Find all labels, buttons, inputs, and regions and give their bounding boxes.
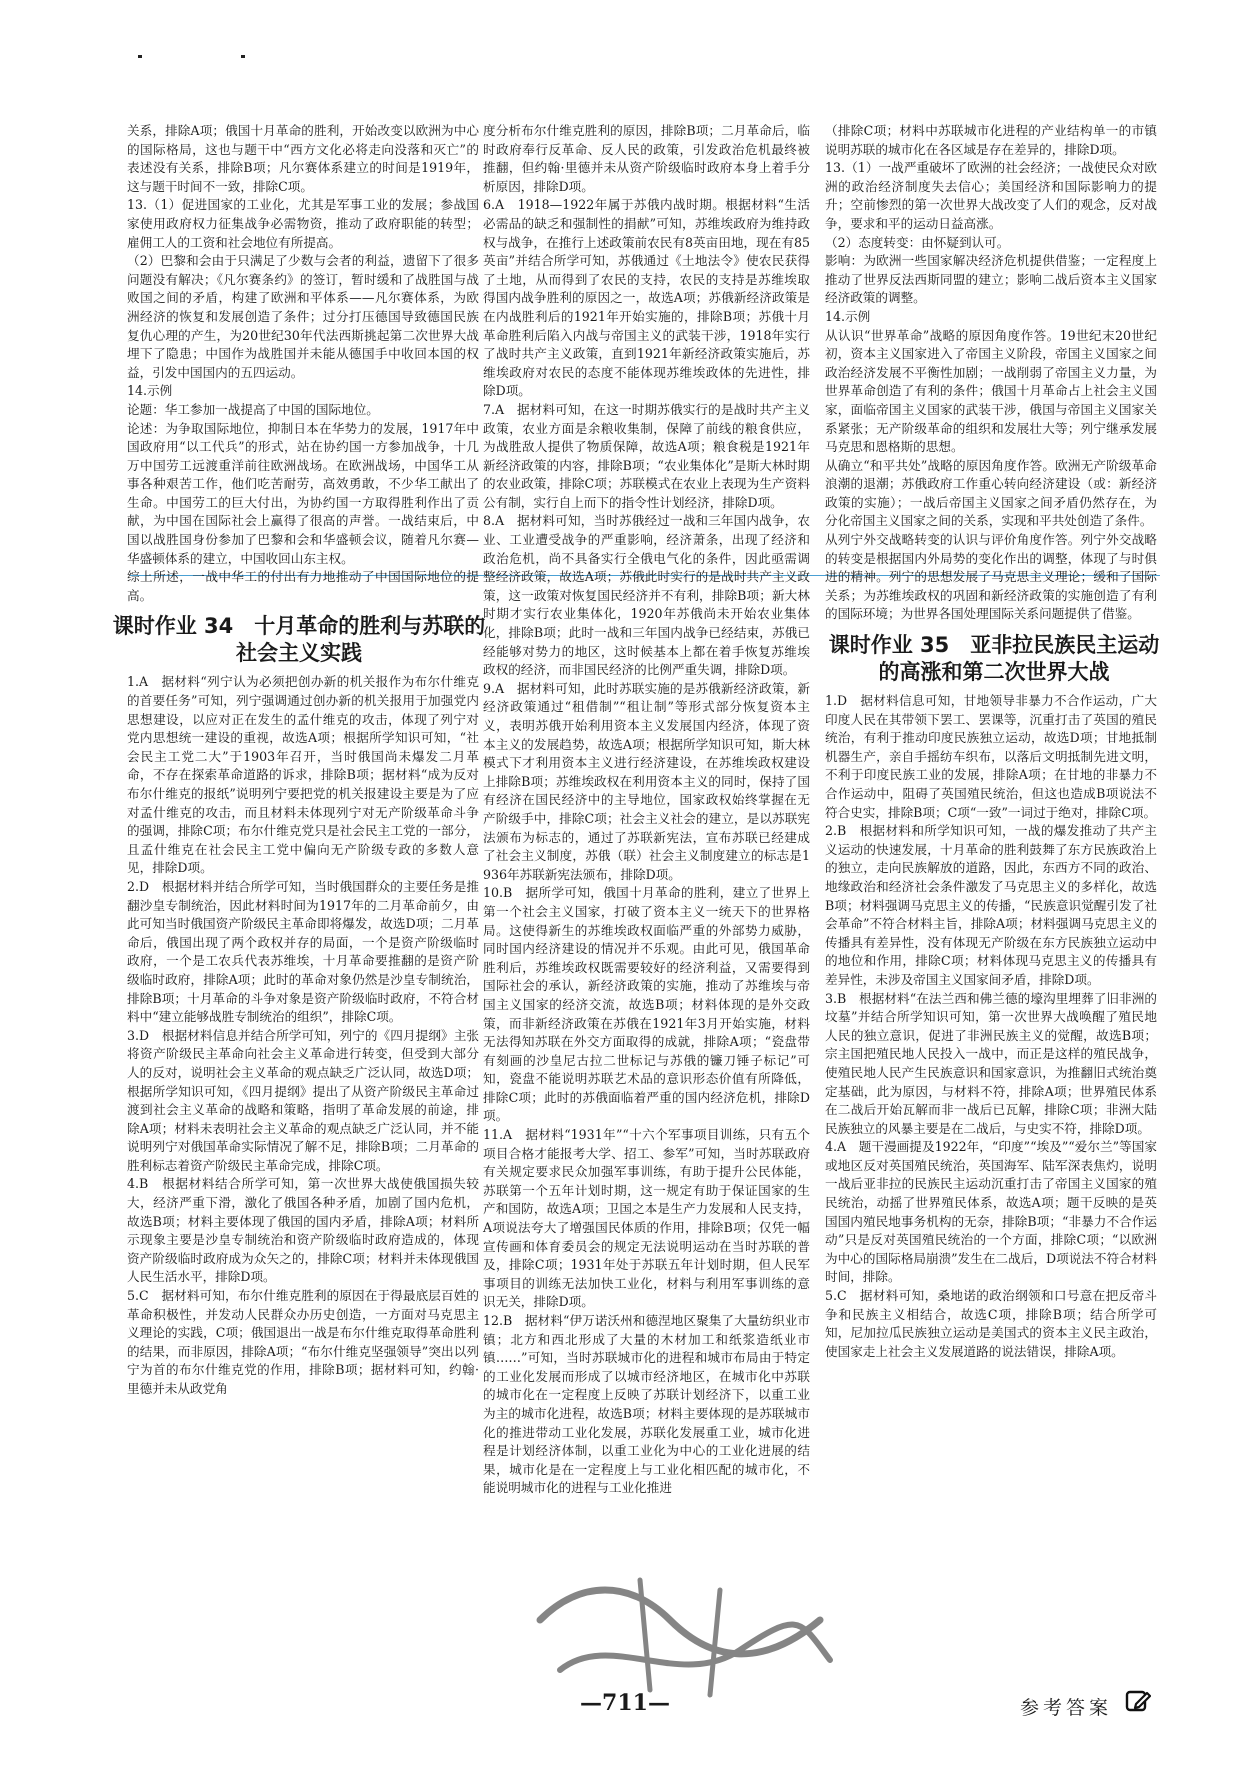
answer-paragraph: 7.A 据材料可知，在这一时期苏俄实行的是战时共产主义政策，农业方面是余粮收集制，保障了前线的粮食供应，为战胜敌人提供了物质保障，故选A项；粮食税是1921年新经济政策的内容，排除B项；“农业集体化”是斯大林时期的农业政策，排除C项；苏联模式在农业上表现为生产资料公有制，实行自上而下的指令性计划经济，排除D项。: [483, 401, 810, 510]
answer-paragraph: 5.C 据材料可知，桑地诺的政治纲领和口号意在把反帝斗争和民族主义相结合，故选C项，排除B项；结合所学可知，尼加拉瓜民族独立运动是美国式的资本主义民主政治，使国家走上社会主义发展道路的说法错误，排除A项。: [825, 1288, 1157, 1359]
answer-paragraph: 2.B 根据材料和所学知识可知，一战的爆发推动了共产主义运动的快速发展，十月革命的胜利鼓舞了东方民族政治上的独立，走向民族解放的道路，因此，东西方不同的政治、地缘政治和经济社会条件激发了马克思主义的多样化，故选B项；材料强调马克思主义的传播，“民族意识觉醒引发了社会革命”不符合材料主旨，排除A项；材料强调马克思主义的传播具有差异性，没有体现无产阶级在东方民族独立运动中的地位和作用，排除C项；材料体现马克思主义的传播具有差异性，未涉及帝国主义国家间矛盾，排除D项。: [825, 823, 1157, 987]
section-heading-35: 课时作业 35 亚非拉民族民主运动的高涨和第二次世界大战: [828, 633, 1160, 685]
answer-paragraph: 从列宁外交战略转变的认识与评价角度作答。列宁外交战略的转变是根据国内外局势的变化作出的调整，体现了与时俱进的精神。列宁的思想发展了马克思主义理论；缓和了国际关系；为苏维埃政权的巩固和新经济政策的实施创造了有利的国际环境；为世界各国处理国际关系问题提供了借鉴。: [825, 532, 1157, 622]
pen-icon: [1125, 1688, 1151, 1714]
scan-mark: [138, 55, 142, 58]
scan-mark: [241, 55, 245, 58]
answer-paragraph: 6.A 1918—1922年属于苏俄内战时期。根据材料“生活必需品的缺乏和强制性的捐献”可知，苏维埃政府为维持政权与战争，在推行上述政策前农民有8英亩田地，现在有85英亩”并结合所学可知，苏俄通过《土地法令》使农民获得了土地，从而得到了农民的支持，农民的支持是苏维埃取得国内战争胜利的原因之一，故选A项；苏俄新经济政策是在内战胜利后的1921年开始实施的，排除B项；苏俄十月革命胜利后陷入内战与帝国主义的武装干涉，1918年实行了战时共产主义政策，直到1921年新经济政策实施后，苏维埃政府对农民的态度不能体现苏维埃政体的先进性，排除D项。: [483, 197, 810, 399]
page-number: —711—: [580, 1690, 670, 1716]
answer-paragraph: 关系，排除A项；俄国十月革命的胜利，开始改变以欧洲为中心的国际格局，这也与题干中“西方文化必将走向没落和灭亡”的表述没有关系，排除B项；凡尔赛体系建立的时间是1919年，这与题干时间不一致，排除C项。: [127, 123, 479, 194]
answer-paragraph: 3.B 根据材料“在法兰西和佛兰德的壕沟里埋葬了旧非洲的坟墓”并结合所学知识可知，第一次世界大战唤醒了殖民地人民的独立意识，促进了非洲民族主义的觉醒，故选B项；宗主国把殖民地人民投入一战中，而正是这样的殖民战争，使殖民地人民产生民族意识和国家意识，为推翻旧式统治奠定基础，此为原因，与材料不符，排除A项；世界殖民体系在二战后开始瓦解而非一战后已瓦解，排除C项；非洲大陆民族独立的风暴主要是在二战后，与史实不符，排除D项。: [825, 990, 1157, 1136]
answer-paragraph: 论题：华工参加一战提高了中国的国际地位。: [127, 401, 379, 417]
answer-paragraph: （排除C项；材料中苏联城市化进程的产业结构单一的市镇说明苏联的城市化在各区域是存在差异的，排除D项。: [825, 123, 1157, 157]
answer-paragraph: 5.C 据材料可知，布尔什维克胜利的原因在于得最底层百姓的革命积极性，并发动人民群众办历史创造，一方面对马克思主义理论的实践，C项；俄国退出一战是布尔什维克取得革命胜利的结果，而非原因，排除A项；“布尔什维克坚强领导”突出以列宁为首的布尔什维克党的作用，排除B项；据材料可知，约翰·里德并未从政党角: [127, 1288, 479, 1396]
footer-label: 参考答案: [1020, 1697, 1113, 1719]
answer-paragraph: 8.A 据材料可知，当时苏俄经过一战和三年国内战争，农业、工业遭受战争的严重影响，经济萧条，出现了经济和政治危机，尚不具备实行全俄电气化的条件，因此亟需调整经济政策，故选A项；苏俄此时实行的是战时共产主义政策，这一政策对恢复国民经济并不有利，排除B项；新大林时期才实行农业集体化，1920年苏俄尚未开始农业集体化，排除B项；此时一战和三年国内战争已经结束，苏俄已经能够对势力的地区，这时候基本上都在着手恢复苏维埃政权的经济，而非国民经济的比例严重失调，排除D项。: [483, 513, 810, 678]
answer-paragraph: （2）态度转变：由怀疑到认可。: [825, 234, 1010, 250]
answer-paragraph: 11.A 据材料“1931年”“十六个军事项目训练，只有五个项目合格才能报考大学、招工、参军”可知，当时苏联政府有关规定要求民众加强军事训练，有助于提升公民体能，苏联第一个五年计划时期，这一规定有助于保证国家的生产和国防，故选A项；卫国之本是生产力发展和人民支持，A项说法夸大了增强国民体质的作用，排除B项；仅凭一幅宣传画和体育委员会的规定无法说明运动在当时苏联的普及，排除C项；1931年处于苏联五年计划时期，但人民军事项目的训练无法加快工业化，材料与利用军事训练的意识无关，排除D项。: [483, 1127, 810, 1310]
answer-paragraph: 影响：为欧洲一些国家解决经济危机提供借鉴；一定程度上推动了世界反法西斯同盟的建立；影响二战后资本主义国家经济政策的调整。: [825, 253, 1157, 306]
answer-paragraph: 14.示例: [127, 383, 173, 399]
answer-paragraph: 4.B 根据材料结合所学可知，第一次世界大战使俄国损失较大，经济严重下滑，激化了俄国各种矛盾，加剧了国内危机，故选B项；材料主要体现了俄国的国内矛盾，排除A项；材料所示现象主要是沙皇专制统治和资产阶级临时政府造成的，体现资产阶级临时政府成为众矢之的，排除C项；材料并未体现俄国人民生活水平，排除D项。: [127, 1176, 479, 1285]
answer-paragraph: 2.D 根据材料并结合所学可知，当时俄国群众的主要任务是推翻沙皇专制统治，因此材料时间为1917年的二月革命前夕，由此可知当时俄国资产阶级民主革命即将爆发，故选D项；二月革命后，俄国出现了两个政权并存的局面，一个是资产阶级临时政府，一个是工农兵代表苏维埃，十月革命要推翻的是资产阶级临时政府，排除A项；此时的革命对象仍然是沙皇专制统治，排除B项；十月革命的斗争对象是资产阶级临时政府，不符合材料中“建立能够战胜专制统治的组织”，排除C项。: [127, 878, 479, 1025]
answer-paragraph: 从认识“世界革命”战略的原因角度作答。19世纪末20世纪初，资本主义国家进入了帝国主义阶段，帝国主义国家之间政治经济发展不平衡性加剧；一战削弱了帝国主义力量，为世界革命创造了有利的条件；俄国十月革命占上社会主义国家，面临帝国主义国家的武装干涉，俄国与帝国主义国家关系紧张；无产阶级革命的组织和发展壮大等；列宁继承发展马克思和恩格斯的思想。: [825, 327, 1157, 455]
answer-paragraph: 12.B 据材料“伊万诺沃州和德涅地区聚集了大量纺织业市镇；北方和西北形成了大量的木材加工和纸浆造纸业市镇……”可知，当时苏联城市化的进程和城市布局由于特定的工业化发展而形成了以城市经济地区，在城市化中苏联的城市化在一定程度上反映了苏联计划经济下，以重工业为主的城市化进程，故选B项；材料主要体现的是苏联城市化的推进带动工业化发展，苏联化发展重工业，城市化进程是计划经济体制，以重工业化为中心的工业化进展的结果，城市化是在一定程度上与工业化相匹配的城市化，不能说明城市化的进程与工业化推进: [483, 1313, 810, 1496]
answer-paragraph: 1.D 据材料信息可知，甘地领导非暴力不合作运动，广大印度人民在其带领下罢工、罢课等，沉重打击了英国的殖民统治，有利于推动印度民族独立运动，故选D项；甘地抵制机器生产，亲自手摇纺车织布，以落后文明抵制先进文明，不利于印度民族工业的发展，排除A项；在甘地的非暴力不合作运动中，阻碍了英国殖民统治，但这也造成B项说法不符合史实，排除B项；C项“一致”一词过于绝对，排除C项。: [825, 693, 1157, 820]
column-left: [112, 122, 486, 1399]
answer-paragraph: 14.示例: [825, 308, 871, 324]
column-right: [825, 122, 1160, 1361]
answer-paragraph: 度分析布尔什维克胜利的原因，排除B项；二月革命后，临时政府奉行反革命、反人民的政策，引发政治危机最终被推翻，但约翰·里德并未从资产阶级临时政府本身上着手分析原因，排除D项。: [483, 123, 810, 194]
answer-paragraph: 论述：为争取国际地位，抑制日本在华势力的发展，1917年中国政府用“以工代兵”的形式，站在协约国一方参加战争，十几万中国劳工远渡重洋前往欧洲战场。在欧洲战场，中国华工从事各种艰苦工作，他们吃苦耐劳，高效勇敢，不少华工献出了生命。中国劳工的巨大付出，为协约国一方取得胜利作出了贡献，为中国在国际社会上赢得了很高的声誉。一战结束后，中国以战胜国身份参加了巴黎和会和华盛顿会议，随着凡尔赛—华盛顿体系的建立，中国收回山东主权。: [127, 420, 479, 566]
section-heading-34: 课时作业 34 十月革命的胜利与苏联的社会主义实践: [112, 614, 486, 666]
answer-paragraph: 综上所述，一战中华工的付出有力地推动了中国国际地位的提高。: [127, 569, 479, 603]
answer-paragraph: （2）巴黎和会由于只满足了少数与会者的利益，遗留下了很多问题没有解决；《凡尔赛条约》的签订，暂时缓和了战胜国与战败国之间的矛盾，构建了欧洲和平体系——凡尔赛体系，为欧洲经济的恢复和发展创造了条件；过分打压德国导致德国民族复仇心理的产生，为20世纪30年代法西斯挑起第二次世界大战埋下了隐患；中国作为战胜国并未能从德国手中收回本国的权益，引发中国国内的五四运动。: [127, 253, 479, 380]
answer-paragraph: 10.B 据所学可知，俄国十月革命的胜利，建立了世界上第一个社会主义国家，打破了资本主义一统天下的世界格局。这使得新生的苏维埃政权面临严重的外部势力威胁，同时国内经济建设的情况并不乐观。由此可见，俄国革命胜利后，苏维埃政权既需要较好的经济利益，又需要得到国际社会的承认，新经济政策的实施，推动了苏维埃与帝国主义国家的经济交流，故选B项；材料体现的是外交政策，而非新经济政策在苏俄在1921年3月开始实施，材料无法得知苏联在外交方面取得的成就，排除A项；“瓷盘带有刻画的沙皇尼古拉二世标记与苏俄的镰刀锤子标记”可知，瓷盘不能说明苏联艺术品的意识形态价值有所降低，排除C项；此时的苏俄面临着严重的国内经济危机，排除D项。: [483, 885, 810, 1124]
answer-paragraph: 从确立“和平共处”战略的原因角度作答。欧洲无产阶级革命浪潮的退潮；苏俄政府工作重心转向经济建设（或：新经济政策的实施）；一战后帝国主义国家之间矛盾仍然存在，为分化帝国主义国家之间的关系，实现和平共处创造了条件。: [825, 457, 1157, 529]
watermark-stamp: [520, 1560, 850, 1710]
answer-paragraph: 1.A 据材料“列宁认为必须把创办新的机关报作为布尔什维克的首要任务”可知，列宁强调通过创办新的机关报用于加强党内思想建设，以应对正在发生的孟什维克的攻击，体现了列宁对党内思想统一建设的重视，故选A项；根据所学知识可知，“社会民主工党二大”于1903年召开，当时俄国尚未爆发二月革命，不存在探索革命道路的诉求，排除B项；据材料“成为反对布尔什维克的报纸”说明列宁要把党的机关报建设主要是为了应对孟什维克的攻击，而且材料未体现列宁对无产阶级革命斗争的强调，排除C项；布尔什维克党只是社会民主工党的一部分，且孟什维克在社会民主工党中偏向无产阶级专政的多数人意见，排除D项。: [127, 674, 479, 876]
answer-paragraph: 9.A 据材料可知，此时苏联实施的是苏俄新经济政策，新经济政策通过“租借制”“租让制”等形式部分恢复资本主义，表明苏俄开始利用资本主义发展国内经济，体现了资本主义的发展趋势，故选A项；根据所学知识可知，斯大林模式下才利用资本主义进行经济建设，在苏维埃政权建设上排除B项；苏维埃政权在利用资本主义的同时，保持了国有经济在国民经济中的主导地位，国家政权始终掌握在无产阶级手中，排除C项；社会主义社会的建立，是以苏联宪法颁布为标志的，通过了苏联新宪法，宣布苏联已经建成了社会主义制度，苏俄（联）社会主义制度建立的标志是1936年苏联新宪法颁布，排除D项。: [483, 680, 810, 882]
answer-paragraph: 13.（1）一战严重破坏了欧洲的社会经济；一战使民众对欧洲的政治经济制度失去信心；美国经济和国际影响力的提升；空前惨烈的第一次世界大战改变了人们的观念，反对战争，要求和平的运动日益高涨。: [825, 160, 1157, 231]
column-middle: [483, 122, 810, 1498]
answer-paragraph: 4.A 题干漫画提及1922年，“印度”“埃及”“爱尔兰”等国家或地区反对英国殖民统治，英国海军、陆军深表焦灼，说明一战后亚非拉的民族民主运动沉重打击了帝国主义国家的殖民统治，动摇了世界殖民体系，故选A项；题干反映的是英国国内殖民地事务机构的无奈，排除B项；“非暴力不合作运动”只是反对英国殖民统治的一个方面，排除C项；“以欧洲为中心的国际格局崩溃”发生在二战后，D项说法不符合材料时间，排除。: [825, 1139, 1157, 1285]
answer-paragraph: 13.（1）促进国家的工业化，尤其是军事工业的发展；参战国家使用政府权力征集战争必需物资，推动了政府职能的转型；雇佣工人的工资和社会地位有所提高。: [127, 197, 479, 250]
answer-paragraph: 3.D 根据材料信息并结合所学可知，列宁的《四月提纲》主张将资产阶级民主革命向社会主义革命进行转变，但受到大部分人的反对，说明社会主义革命的观点缺乏广泛认同，故选D项；根据所学知识可知，《四月提纲》提出了从资产阶级民主革命过渡到社会主义革命的战略和策略，指明了革命发展的前途，排除A项；材料未表明社会主义革命的观点缺乏广泛认同，并不能说明列宁对俄国革命实际情况了解不足，排除B项；二月革命的胜利标志着资产阶级民主革命完成，排除C项。: [127, 1027, 479, 1173]
